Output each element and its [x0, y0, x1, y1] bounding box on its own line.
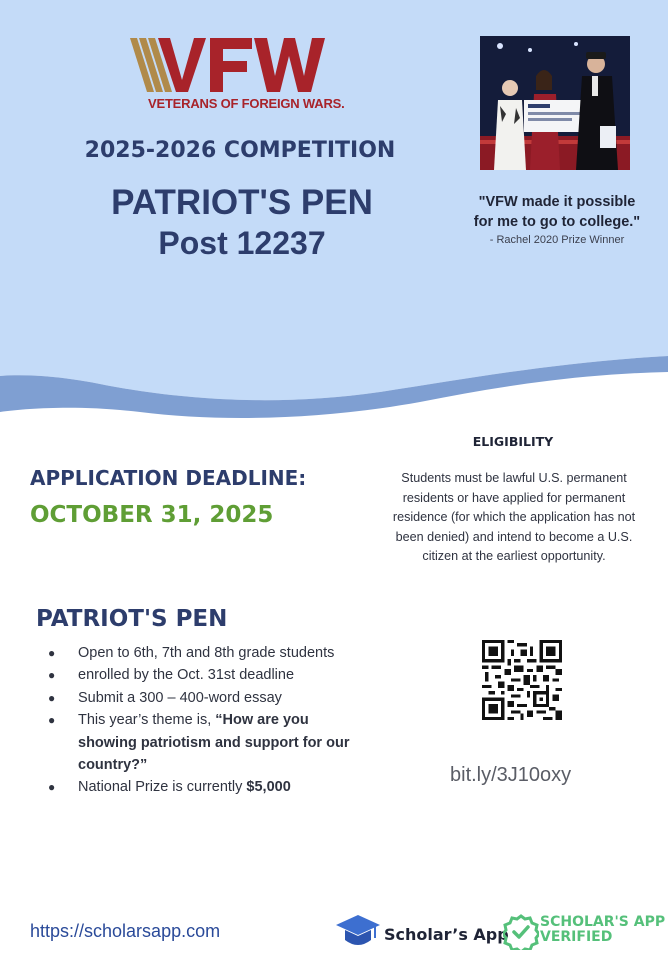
verified-line-2: VERIFIED — [540, 929, 613, 945]
deadline-label: APPLICATION DEADLINE: — [30, 466, 307, 490]
page-title: PATRIOT'S PEN — [111, 183, 373, 222]
eligibility-text — [374, 469, 654, 567]
list-item-text: National Prize is currently — [78, 779, 247, 796]
theme-text: country?” — [78, 757, 148, 774]
short-link[interactable]: bit.ly/3J10oxy — [450, 764, 572, 786]
theme-text: “How are you — [215, 712, 309, 729]
eligibility-line: been denied) and intend to become a U.S. — [395, 529, 633, 544]
eligibility-line: residence (for which the application has not — [392, 510, 636, 524]
logo-tagline: VETERANS OF FOREIGN WARS. — [148, 96, 345, 111]
list-item-text: enrolled by the Oct. 31st deadline — [78, 667, 295, 684]
prize-winner-photo — [480, 36, 630, 170]
section-heading: PATRIOT'S PEN — [36, 606, 228, 632]
eligibility-line: residents or have applied for permanent — [402, 490, 626, 505]
scholarsapp-link[interactable]: https://scholarsapp.com — [30, 921, 221, 941]
list-item — [44, 687, 394, 709]
list-item — [44, 776, 394, 798]
bullet-icon: ● — [48, 646, 56, 660]
bullet-icon: ● — [48, 713, 56, 728]
details-list — [44, 642, 394, 799]
theme-text: showing patriotism and support for our — [78, 734, 350, 751]
list-item — [44, 642, 394, 664]
winner-quote — [458, 192, 656, 232]
deadline-date: OCTOBER 31, 2025 — [30, 502, 274, 528]
competition-year: 2025-2026 COMPETITION — [84, 138, 396, 163]
prize-amount: $5,000 — [246, 779, 291, 796]
eligibility-title: ELIGIBILITY — [472, 434, 554, 449]
scholars-app-brand: Scholar’s App — [384, 925, 509, 944]
post-number: Post 12237 — [158, 225, 326, 261]
quote-author: - Rachel 2020 Prize Winner — [489, 234, 625, 246]
list-item — [44, 664, 394, 686]
eligibility-line: Students must be lawful U.S. permanent — [401, 471, 627, 485]
qr-code-icon[interactable] — [482, 640, 562, 720]
bullet-icon: ● — [48, 780, 56, 795]
bullet-icon: ● — [48, 668, 56, 683]
quote-line-1: "VFW made it possible — [478, 194, 636, 210]
graduation-cap-icon — [336, 911, 380, 951]
list-item-text: This year’s theme is, — [78, 712, 216, 729]
verified-badge — [540, 915, 665, 945]
list-item-text: Open to 6th, 7th and 8th grade students — [78, 645, 335, 661]
verified-check-icon — [503, 914, 539, 950]
list-item — [44, 709, 394, 776]
bullet-icon: ● — [48, 690, 56, 705]
list-item-text: Submit a 300 – 400-word essay — [78, 689, 282, 706]
verified-line-1: SCHOLAR'S APP — [540, 914, 666, 930]
eligibility-line: citizen at the earliest opportunity. — [422, 549, 606, 563]
quote-line-2: for me to go to college." — [473, 214, 641, 230]
